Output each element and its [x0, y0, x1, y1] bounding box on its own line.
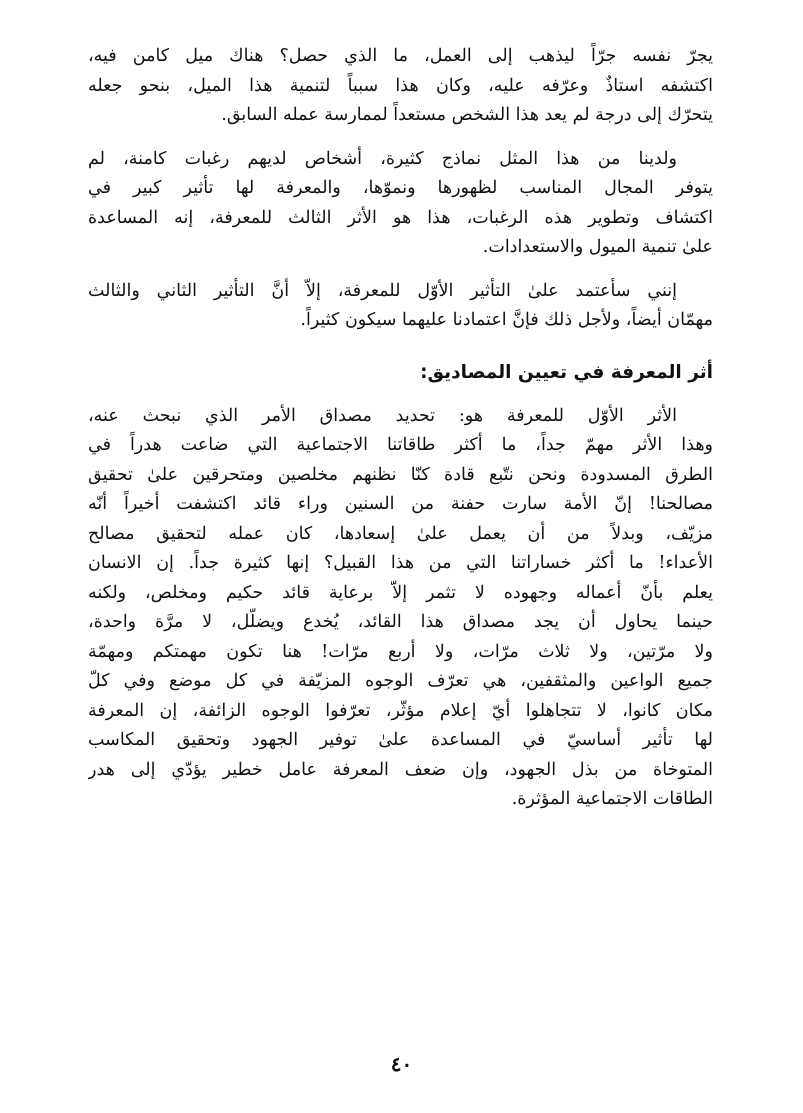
- text-line: اكتشفه استاذٌ وعرّفه عليه، وكان هذا سبباً لتنمية هذا الميل، بنحو جعله: [88, 75, 713, 96]
- section-heading: أثر المعرفة في تعيين المصاديق:: [420, 361, 713, 383]
- paragraph-1: [88, 42, 713, 131]
- section-paragraph: [88, 402, 713, 815]
- text-line: علىٰ تنمية الميول والاستعدادات.: [482, 237, 713, 257]
- text-line: الطرق المسدودة ونحن نتّبع قادة كنّا نظنهم مخلصين ومتحرقين علىٰ تحقيق: [88, 464, 713, 485]
- document-page: [88, 42, 713, 829]
- paragraph-2: [88, 145, 713, 263]
- paragraph-3: [88, 277, 713, 336]
- text-line: مزيّف، وبدلاً من أن يعمل علىٰ إسعادها، كان عمله لتحقيق مصالح: [88, 523, 713, 544]
- text-line: لها تأثير أساسيّ في المساعدة علىٰ توفير الجهود وتحقيق المكاسب: [88, 730, 713, 750]
- text-line: مصالحنا! إنّ الأمة سارت حفنة من السنين وراء قائد اكتشفت أخيراً أنّه: [88, 494, 713, 514]
- text-line: الأثر الأوّل للمعرفة هو: تحديد مصداق الأمر الذي نبحث عنه،: [88, 405, 677, 426]
- text-line: مكان كانوا، لا تتجاهلوا أيّ إعلام مؤثّر، تعرّفوا الوجوه الزائفة، إن المعرفة: [88, 700, 713, 721]
- text-line: حينما يحاول أن يجد مصداق هذا القائد، يُخدع ويضلّل، لا مرَّة واحدة،: [88, 612, 713, 632]
- text-line: الأعداء! ما أكثر خساراتنا التي من هذا القبيل؟ إنها كثيرة جداً. إن الانسان: [88, 553, 713, 573]
- page-number: ٤٠: [390, 1052, 413, 1076]
- text-line: جميع الواعين والمثقفين، هي تعرّف الوجوه المزيّفة في كل موضع وفي كلّ: [88, 671, 713, 691]
- text-line: وهذا الأثر مهمّ جداً، ما أكثر طاقاتنا الاجتماعية التي ضاعت هدراً في: [88, 435, 713, 455]
- text-line: الطاقات الاجتماعية المؤثرة.: [511, 789, 713, 809]
- text-line: مهمّان أيضاً، ولأجل ذلك فإنَّ اعتمادنا عليهما سيكون كثيراً.: [300, 310, 713, 330]
- text-line: المتوخاة من بذل الجهود، وإن ضعف المعرفة عامل خطير يؤدّي إلى هدر: [88, 759, 713, 780]
- text-line: ولا مرّتين، ولا ثلاث مرّات، ولا أربع مرّات! هنا تكون مهمتكم ومهمّة: [88, 641, 713, 662]
- text-line: يعلم بأنّ أعماله وجهوده لا تثمر إلاّ برعاية قائد حكيم ومخلص، ولكنه: [88, 582, 713, 603]
- text-line: اكتشاف وتطوير هذه الرغبات، هذا هو الأثر الثالث للمعرفة، إنه المساعدة: [88, 207, 713, 228]
- text-line: يجرّ نفسه جرّاً ليذهب إلى العمل، ما الذي حصل؟ هناك ميل كامن فيه،: [88, 46, 713, 66]
- text-line: يتوفر المجال المناسب لظهورها ونموّها، والمعرفة لها تأثير كبير في: [88, 178, 713, 198]
- text-line: ولدينا من هذا المثل نماذج كثيرة، أشخاص لديهم رغبات كامنة، لم: [88, 148, 677, 169]
- text-line: إنني سأعتمد علىٰ التأثير الأوّل للمعرفة، إلاّ أنَّ التأثير الثاني والثالث: [88, 280, 677, 301]
- text-line: يتحرّك إلى درجة لم يعد هذا الشخص مستعداً لممارسة عمله السابق.: [221, 105, 713, 125]
